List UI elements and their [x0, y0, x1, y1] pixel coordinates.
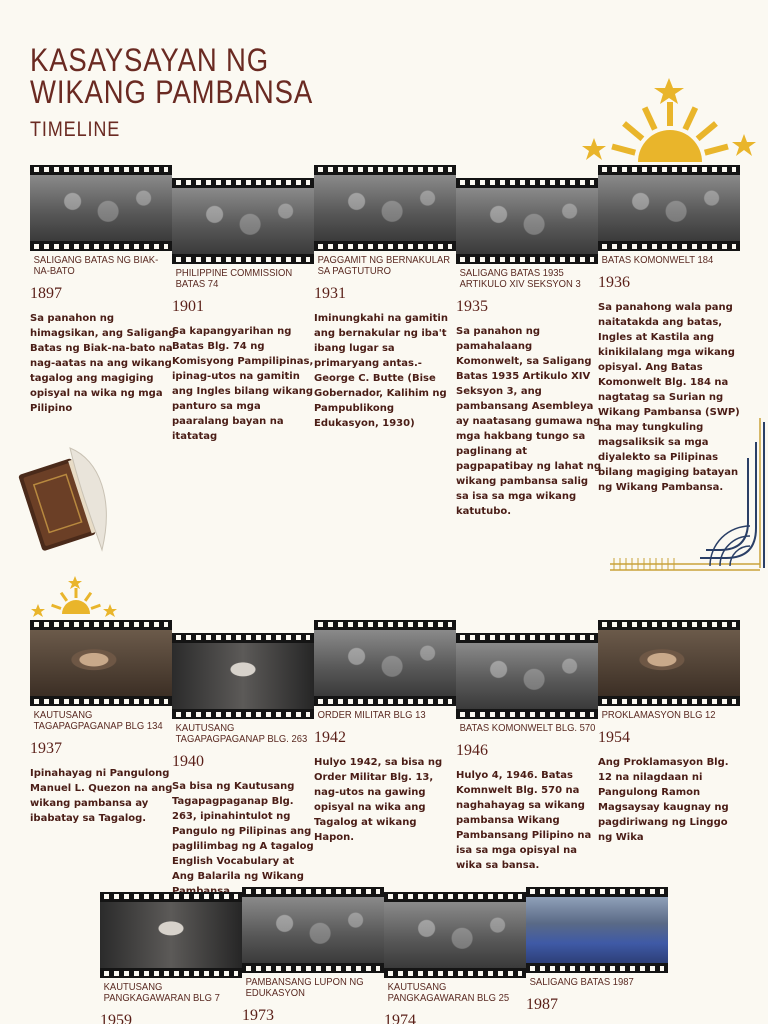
book-icon — [10, 440, 120, 560]
timeline-event-1974 — [384, 892, 526, 1024]
event-photo — [30, 175, 172, 241]
event-year: 1987 — [526, 996, 558, 1013]
event-heading: PROKLAMASYON BLG 12 — [601, 709, 716, 721]
film-frame — [598, 620, 740, 706]
event-description: Sa kapangyarihan ng Batas Blg. 74 ng Komisyong Pampilipinas, ipinag-utos na gamitin ang Ingles bilang wikang panturo sa mga paaralang bayan na itatatag — [172, 326, 314, 442]
event-photo — [598, 175, 740, 241]
event-description: Iminungkahi na gamitin ang bernakular ng iba't ibang lugar sa primaryang antas.- George C. Butte (Bise Gobernador, Kalihim ng Pampublikong Edukasyon, 1930) — [314, 313, 448, 429]
film-frame — [30, 620, 172, 706]
event-heading: BATAS KOMONWELT BLG. 570 — [459, 722, 596, 734]
event-description: Hulyo 4, 1946. Batas Komnwelt Blg. 570 na naghahayag sa wikang pambansa Wikang Pambansang Pilipino na isa sa mga opisyal na wika sa bansa. — [456, 770, 592, 871]
film-frame — [598, 165, 740, 251]
timeline-event-1973 — [242, 887, 384, 1024]
event-photo — [242, 897, 384, 963]
film-frame — [100, 892, 242, 978]
event-heading: BATAS KOMONWELT 184 — [601, 254, 714, 266]
event-year: 1931 — [314, 285, 346, 302]
timeline-event-1946 — [456, 633, 598, 873]
event-heading: KAUTUSANG PANGKAGAWARAN BLG 25 — [387, 981, 510, 1004]
event-description: Sa bisa ng Kautusang Tagapagpaganap Blg. 263, ipinahintulot ng Pangulo ng Pilipinas ang paglilimbag ng A tagalog English Vocabulary at Ang Balarila ng Wikang — [172, 781, 314, 882]
event-heading: PHILIPPINE COMMISSION BATAS 74 — [175, 267, 293, 290]
event-year: 1937 — [30, 740, 62, 757]
event-photo — [172, 643, 314, 709]
timeline-event-1901 — [172, 178, 314, 444]
timeline-event-1954 — [598, 620, 740, 845]
film-frame — [172, 633, 314, 719]
film-frame — [172, 178, 314, 264]
title-line-1: KASAYSAYAN NG — [30, 42, 270, 78]
event-year: 1940 — [172, 753, 204, 770]
timeline-event-1931 — [314, 165, 456, 431]
event-description: Ipinahayag ni Pangulong Manuel L. Quezon na ang wikang pambansa ay ibabatay sa Tagalog. — [30, 768, 173, 824]
timeline-event-1936 — [598, 165, 740, 495]
event-photo — [172, 188, 314, 254]
event-year: 1897 — [30, 285, 62, 302]
film-frame — [30, 165, 172, 251]
event-photo — [314, 630, 456, 696]
event-year: 1954 — [598, 729, 630, 746]
event-heading: ORDER MILITAR BLG 13 — [317, 709, 426, 721]
event-photo — [598, 630, 740, 696]
film-frame — [526, 887, 668, 973]
event-photo — [314, 175, 456, 241]
film-frame — [384, 892, 526, 978]
event-heading: KAUTUSANG TAGAPAGPAGANAP BLG 134 — [33, 709, 163, 732]
film-frame — [314, 620, 456, 706]
title-line-2: WIKANG PAMBANSA — [30, 74, 314, 110]
event-description: Hulyo 1942, sa bisa ng Order Militar Blg. 13, nag-utos na gawing opisyal na wika ang Tagalog at wikang Hapon. — [314, 757, 443, 843]
event-heading: PAGGAMIT NG BERNAKULAR SA PAGTUTURO — [317, 254, 451, 277]
event-heading: KAUTUSANG TAGAPAGPAGANAP BLG. 263 — [175, 722, 308, 745]
event-heading: SALIGANG BATAS NG BIAK-NA-BATO — [33, 254, 159, 277]
event-heading: SALIGANG BATAS 1935 ARTIKULO XIV SEKSYON 3 — [459, 267, 581, 290]
event-year: 1959 — [100, 1012, 132, 1024]
event-photo — [30, 630, 172, 696]
event-description: Ang Proklamasyon Blg. 12 na nilagdaan ni Pangulong Ramon Magsaysay kaugnay ng pagdiriwang ng Linggo ng Wika — [598, 757, 729, 843]
event-description: Sa panahong wala pang naitatakda ang batas, Ingles at Kastila ang kinikilalang mga wikang opisyal. Ang Batas Komonwelt Blg. 184 na nagtatag sa Surian ng Wikang Pambansa (SWP) na may tungkuling magsaliksik sa mga diyalekto sa Pilipinas bilang magiging batayan ng Wikang Pambansa. — [598, 302, 740, 493]
event-year: 1901 — [172, 298, 204, 315]
timeline-event-1897 — [30, 165, 176, 416]
event-year: 1942 — [314, 729, 346, 746]
event-description: Sa panahon ng himagsikan, ang Saligang Batas ng Biak-na-bato na nag-aatas na ang wikang tagalog ang magiging opisyal na wika ng mga Pilipino — [30, 313, 176, 414]
event-photo — [456, 188, 598, 254]
event-photo — [526, 897, 668, 963]
event-year: 1936 — [598, 274, 630, 291]
event-heading: SALIGANG BATAS 1987 — [529, 976, 634, 988]
film-frame — [456, 178, 598, 264]
timeline-event-1942 — [314, 620, 456, 845]
timeline-event-1940 — [172, 633, 314, 899]
event-description: Sa panahon ng pamahalaang Komonwelt, sa Saligang Batas 1935 Artikulo XIV Seksyon 3, ang pambansang Asembleya ay naatasang gumawa ng mga hakbang tungo sa paglinang at pagpapatibay ng lahat ng wikang pambansa salig sa isa sa mga wikang katutubo. — [456, 326, 602, 517]
event-year: 1935 — [456, 298, 488, 315]
event-photo — [384, 902, 526, 968]
event-year: 1974 — [384, 1012, 416, 1024]
page-subtitle: TIMELINE — [30, 118, 121, 141]
film-frame — [314, 165, 456, 251]
film-frame — [242, 887, 384, 973]
timeline-event-1959 — [100, 892, 242, 1024]
timeline-event-1935 — [456, 178, 602, 519]
sun-icon — [578, 76, 760, 168]
event-photo — [456, 643, 598, 709]
timeline-event-1937 — [30, 620, 172, 826]
sun-icon — [30, 576, 120, 618]
event-year: 1946 — [456, 742, 488, 759]
event-heading: KAUTUSANG PANGKAGAWARAN BLG 7 — [103, 981, 220, 1004]
event-year: 1973 — [242, 1007, 274, 1024]
event-photo — [100, 902, 242, 968]
event-heading: PAMBANSANG LUPON NG EDUKASYON — [245, 976, 364, 999]
page-title — [30, 44, 313, 108]
film-frame — [456, 633, 598, 719]
timeline-event-1987 — [526, 887, 668, 1014]
